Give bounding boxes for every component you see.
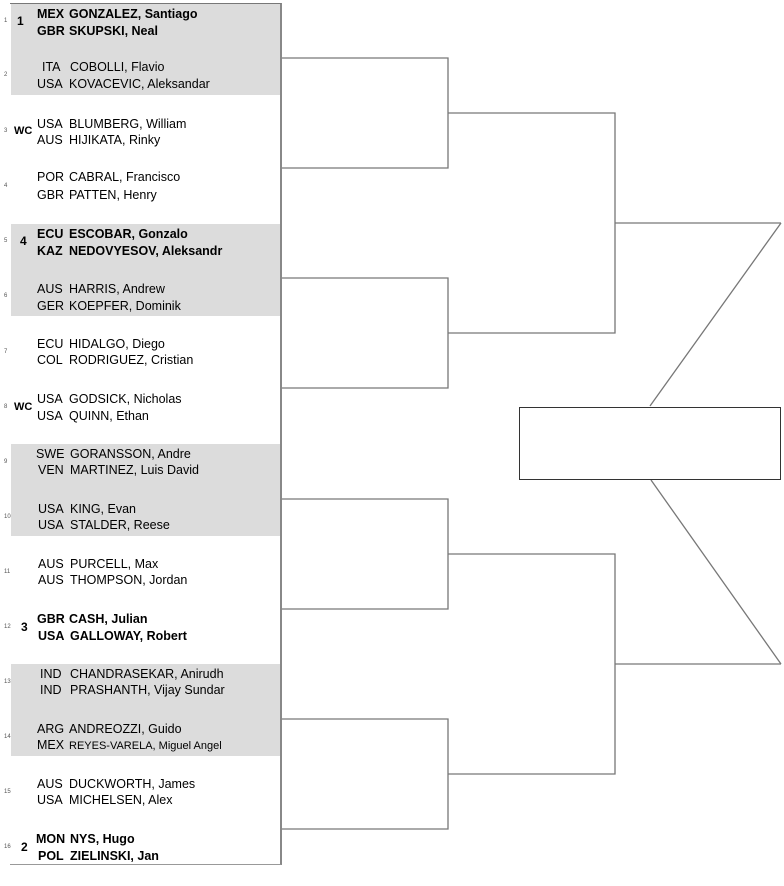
- player-name: CABRAL, Francisco: [69, 170, 181, 184]
- country-code: IND: [40, 683, 62, 697]
- player-name: PRASHANTH, Vijay Sundar: [70, 683, 225, 697]
- seed-label: 1: [17, 14, 24, 28]
- player-name: KING, Evan: [70, 502, 136, 516]
- country-code: MEX: [37, 738, 65, 752]
- country-code: POR: [37, 170, 65, 184]
- country-code: COL: [37, 353, 63, 367]
- player-name: KOEPFER, Dominik: [69, 299, 181, 313]
- player-name: GONZALEZ, Santiago: [69, 7, 198, 21]
- player-name: GODSICK, Nicholas: [69, 392, 182, 406]
- country-code: KAZ: [37, 244, 63, 258]
- player-name: COBOLLI, Flavio: [70, 60, 165, 74]
- country-code: USA: [37, 409, 63, 423]
- player-name: MICHELSEN, Alex: [69, 793, 173, 807]
- country-code: AUS: [37, 133, 63, 147]
- slot-number: 3: [4, 128, 8, 134]
- player-name: GORANSSON, Andre: [70, 447, 191, 461]
- r2-bracket-4: [282, 719, 448, 829]
- player-name: NYS, Hugo: [70, 832, 135, 846]
- country-code: USA: [37, 117, 63, 131]
- country-code: GBR: [37, 612, 65, 626]
- country-code: AUS: [37, 777, 63, 791]
- country-code: AUS: [38, 573, 64, 587]
- player-name: HIJIKATA, Rinky: [69, 133, 161, 147]
- player-name: RODRIGUEZ, Cristian: [69, 353, 194, 367]
- player-name: ZIELINSKI, Jan: [70, 849, 159, 863]
- country-code: IND: [40, 667, 62, 681]
- final-diagonal-top: [650, 223, 781, 406]
- country-code: MEX: [37, 7, 65, 21]
- slot-number: 1: [4, 18, 8, 24]
- slot-number: 11: [4, 569, 11, 575]
- seed-label: 2: [21, 840, 28, 854]
- country-code: POL: [38, 849, 64, 863]
- country-code: USA: [38, 518, 64, 532]
- player-name: CHANDRASEKAR, Anirudh: [70, 667, 224, 681]
- player-name: MARTINEZ, Luis David: [70, 463, 199, 477]
- country-code: ECU: [37, 227, 64, 241]
- player-name: REYES-VARELA, Miguel Angel: [69, 740, 222, 752]
- country-code: USA: [37, 793, 63, 807]
- player-name: PURCELL, Max: [70, 557, 159, 571]
- country-code: AUS: [37, 282, 63, 296]
- slot-number: 7: [4, 349, 8, 355]
- slot-number: 4: [4, 183, 8, 189]
- slot-number: 6: [4, 293, 8, 299]
- country-code: VEN: [38, 463, 64, 477]
- slot-number: 15: [4, 789, 11, 795]
- qf-bracket-2: [448, 554, 615, 774]
- country-code: GER: [37, 299, 65, 313]
- player-name: QUINN, Ethan: [69, 409, 149, 423]
- player-name: THOMPSON, Jordan: [70, 573, 188, 587]
- player-name: DUCKWORTH, James: [69, 777, 196, 791]
- final-diagonal-bottom: [651, 480, 781, 664]
- country-code: GBR: [37, 24, 65, 38]
- player-name: ESCOBAR, Gonzalo: [69, 227, 188, 241]
- qf-bracket-1: [448, 113, 615, 333]
- country-code: USA: [37, 392, 63, 406]
- player-name: CASH, Julian: [69, 612, 148, 626]
- player-name: STALDER, Reese: [70, 518, 170, 532]
- country-code: AUS: [38, 557, 64, 571]
- slot-number: 16: [4, 844, 11, 850]
- player-name: HIDALGO, Diego: [69, 337, 165, 351]
- slot-number: 13: [4, 679, 11, 685]
- country-code: ITA: [42, 60, 61, 74]
- r2-bracket-3: [282, 499, 448, 609]
- player-name: ANDREOZZI, Guido: [69, 722, 182, 736]
- r2-bracket-1: [282, 58, 448, 168]
- country-code: USA: [38, 629, 65, 643]
- player-name: BLUMBERG, William: [69, 117, 187, 131]
- seed-label: 3: [21, 620, 28, 634]
- seed-label: 4: [20, 234, 27, 248]
- slot-number: 5: [4, 238, 8, 244]
- country-code: GBR: [37, 188, 65, 202]
- country-code: USA: [38, 502, 64, 516]
- country-code: SWE: [36, 447, 65, 461]
- player-name: NEDOVYESOV, Aleksandr: [69, 244, 223, 258]
- player-name: KOVACEVIC, Aleksandar: [69, 77, 210, 91]
- slot-number: 9: [4, 459, 8, 465]
- slot-number: 12: [4, 624, 11, 630]
- country-code: ARG: [37, 722, 65, 736]
- slot-number: 14: [4, 734, 11, 740]
- seed-label: WC: [14, 401, 33, 413]
- slot-number: 2: [4, 72, 8, 78]
- country-code: ECU: [37, 337, 64, 351]
- player-name: SKUPSKI, Neal: [69, 24, 158, 38]
- country-code: MON: [36, 832, 66, 846]
- player-name: PATTEN, Henry: [69, 188, 157, 202]
- player-name: GALLOWAY, Robert: [70, 629, 187, 643]
- winner-box: [519, 407, 781, 480]
- slot-number: 8: [4, 404, 8, 410]
- seed-label: WC: [14, 125, 33, 137]
- country-code: USA: [37, 77, 63, 91]
- slot-number: 10: [4, 514, 11, 520]
- player-name: HARRIS, Andrew: [69, 282, 165, 296]
- r2-bracket-2: [282, 278, 448, 388]
